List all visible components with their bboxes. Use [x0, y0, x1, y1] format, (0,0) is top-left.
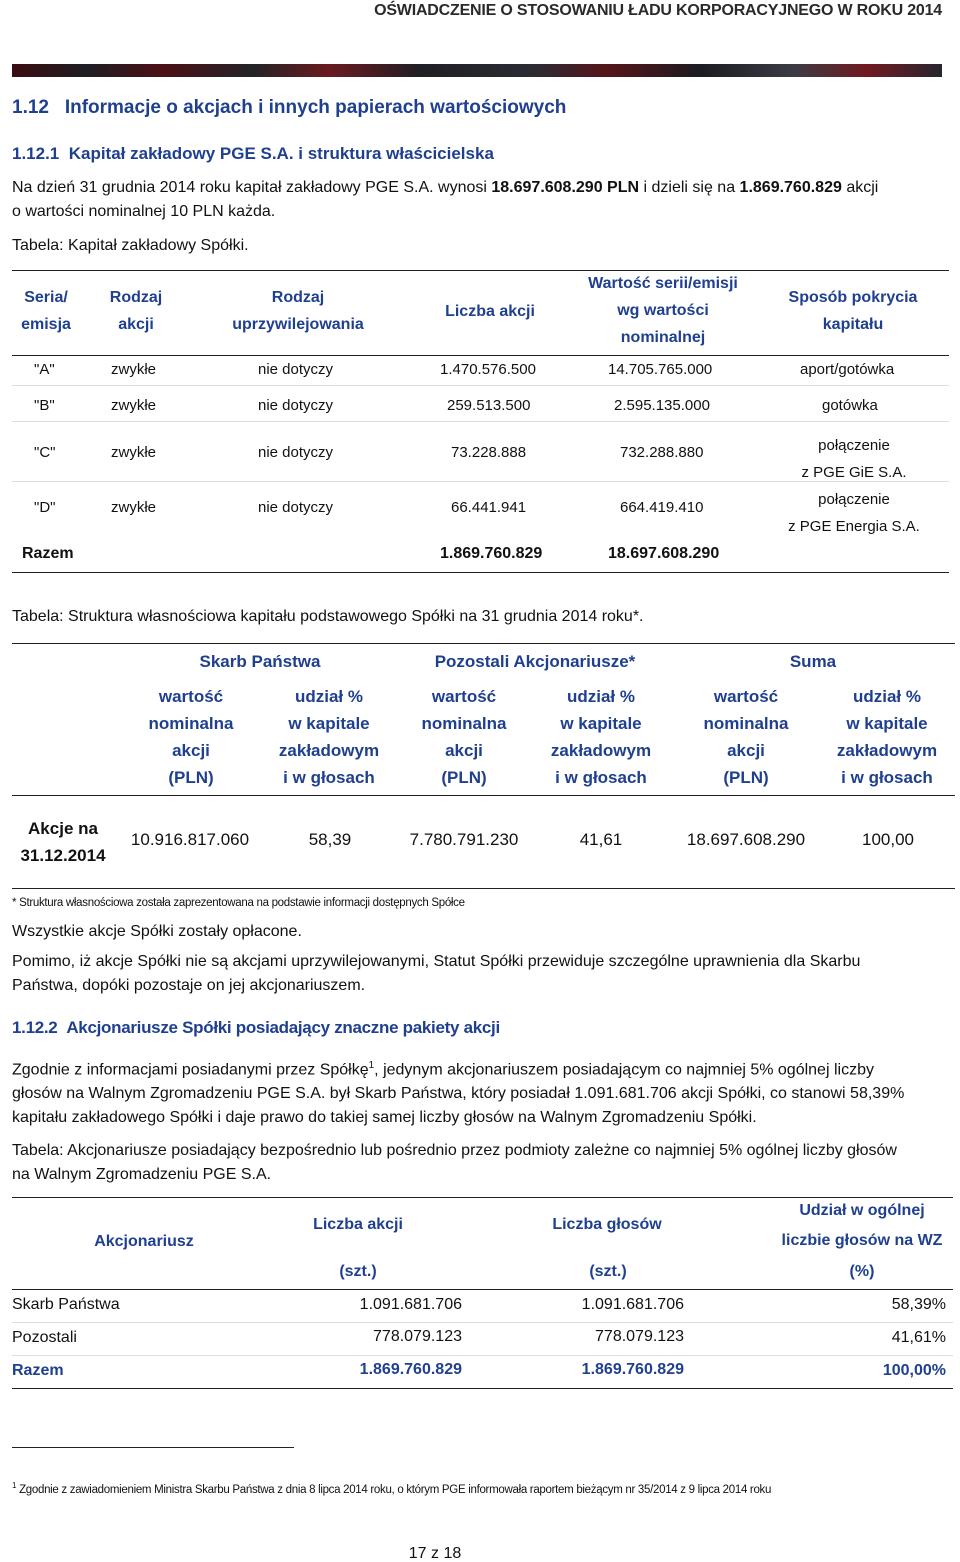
- t2-wartosc-1-l2: nominalna: [148, 714, 234, 733]
- header-decorative-band: [12, 64, 942, 77]
- t1-header-seria-l1: Seria/: [24, 289, 68, 306]
- subsection2-title: Akcjonariusze Spółki posiadający znaczne pakiety akcji: [66, 1018, 500, 1037]
- t3-unit-glosy: (szt.): [589, 1263, 627, 1280]
- table2-top-rule: [12, 643, 955, 644]
- t1-row-a-wartosc: 14.705.765.000: [608, 361, 713, 378]
- document-header-title: OŚWIADCZENIE O STOSOWANIU ŁADU KORPORACYJNEGO W ROKU 2014: [374, 2, 942, 19]
- t2-col-wartosc-1: [131, 683, 251, 791]
- table1-bottom-rule: [12, 572, 949, 573]
- t1-row-a-seria: "A": [34, 361, 55, 378]
- t3-header-udzial-l1: Udział w ogólnej: [799, 1202, 925, 1219]
- t2-wartosc-1-l1: wartość: [158, 687, 224, 706]
- subsection-heading-1: [12, 144, 494, 164]
- t3-row-skarb-name: Skarb Państwa: [12, 1296, 120, 1313]
- t1-row-d-liczba: 66.441.941: [451, 499, 527, 516]
- t1-row-b-wartosc: 2.595.135.000: [614, 397, 710, 414]
- t3-row-skarb-udzial: 58,39%: [891, 1296, 946, 1313]
- t1-row-a-rodzaj: zwykłe: [111, 361, 157, 378]
- t2-group-suma: Suma: [789, 652, 837, 671]
- subsection2-number: 1.12.2: [12, 1018, 58, 1037]
- t2-col-wartosc-3: [686, 683, 806, 791]
- table3-caption-l1: Tabela: Akcjonariusze posiadający bezpośrednio lub pośrednio przez podmioty zależne co najmniej 5% ogólnej liczby głosów: [12, 1142, 897, 1159]
- t1-row-c-rule: [12, 481, 949, 482]
- t2-wartosc-2-l1: wartość: [431, 687, 497, 706]
- t2-val-suma-wartosc: 18.697.608.290: [686, 830, 806, 849]
- t2-wartosc-3-l1: wartość: [713, 687, 779, 706]
- paragraph-paid-shares: Wszystkie akcje Spółki zostały opłacone.: [12, 923, 302, 940]
- page-number: 17 z 18: [408, 1545, 462, 1562]
- t2-udzial-3-l2: w kapitale: [846, 714, 928, 733]
- t1-row-b-rule: [12, 421, 949, 422]
- t1-header-liczba-l1: Liczba akcji: [445, 303, 535, 320]
- major-shareholder-line-1: [12, 1054, 942, 1082]
- t1-header-rodzaj-l1: Rodzaj: [109, 289, 163, 306]
- section-number: 1.12: [12, 97, 49, 118]
- subsection-heading-2: [12, 1018, 500, 1038]
- t3-row-pozostali-udzial: 41,61%: [891, 1329, 946, 1346]
- t1-row-c-wartosc: 732.288.880: [620, 444, 704, 461]
- t3-unit-pct: (%): [849, 1263, 875, 1280]
- t2-col-udzial-3: [822, 683, 952, 791]
- t3-total-akcje: 1.869.760.829: [359, 1361, 462, 1378]
- footnote-separator: [12, 1447, 294, 1448]
- t3-total-glosy: 1.869.760.829: [581, 1361, 684, 1378]
- intro-text-c: akcji: [841, 179, 879, 196]
- intro-line-2: o wartości nominalnej 10 PLN każda.: [12, 203, 276, 220]
- t2-udzial-2-l1: udział %: [566, 687, 635, 706]
- t1-header-rodzaj-l2: akcji: [118, 316, 154, 333]
- t1-row-a-rule: [12, 385, 949, 386]
- t3-row-skarb-glosy: 1.091.681.706: [581, 1296, 684, 1313]
- t2-wartosc-3-l4: (PLN): [723, 768, 769, 787]
- t2-val-suma-udzial: 100,00: [862, 830, 914, 849]
- t3-unit-akcje: (szt.): [339, 1263, 377, 1280]
- t2-row-label-l1: Akcje na: [28, 819, 98, 838]
- t2-udzial-1-l4: i w głosach: [283, 768, 375, 787]
- table1-caption: Tabela: Kapitał zakładowy Spółki.: [12, 237, 249, 254]
- t1-header-wartosc-l3: nominalnej: [620, 329, 706, 346]
- t1-row-b-seria: "B": [34, 397, 55, 414]
- intro-line-1: [12, 176, 942, 200]
- t2-udzial-1-l2: w kapitale: [288, 714, 370, 733]
- t2-col-wartosc-2: [404, 683, 524, 791]
- t3-total-udzial: 100,00%: [882, 1362, 946, 1379]
- t1-total-label: Razem: [22, 545, 74, 562]
- t2-udzial-2-l3: zakładowym: [550, 741, 652, 760]
- t1-row-d-sposob: [781, 486, 927, 540]
- t2-udzial-1-l1: udział %: [294, 687, 363, 706]
- section-title: Informacje o akcjach i innych papierach wartościowych: [64, 97, 567, 118]
- t1-header-wartosc-l2: wg wartości: [617, 302, 709, 319]
- table3-caption: [12, 1139, 942, 1187]
- footnote-text: Zgodnie z zawiadomieniem Ministra Skarbu Państwa z dnia 8 lipca 2014 roku, o którym PGE informowała raportem bieżącym nr 35/2014 z 9 lipca 2014 roku: [19, 1483, 772, 1496]
- subsection-number: 1.12.1: [12, 144, 60, 163]
- t1-header-seria-l2: emisja: [21, 316, 71, 333]
- subsection-title: Kapitał zakładowy PGE S.A. i struktura właścicielska: [68, 144, 494, 163]
- intro-text-b: i dzieli się na: [639, 179, 740, 196]
- t1-header-sposob: [773, 284, 933, 338]
- t1-row-c-uprz: nie dotyczy: [258, 444, 334, 461]
- paragraph-major-shareholder: [12, 1054, 942, 1130]
- t1-total-liczba: 1.869.760.829: [440, 545, 543, 562]
- t1-row-c-rodzaj: zwykłe: [111, 444, 157, 461]
- t2-wartosc-2-l2: nominalna: [421, 714, 507, 733]
- t2-group-pozostali: Pozostali Akcjonariusze*: [434, 652, 636, 671]
- special-rights-line-2: Państwa, dopóki pozostaje on jej akcjonariuszem.: [12, 977, 366, 994]
- footnote-number: 1: [12, 1481, 17, 1490]
- t1-header-wartosc-l1: Wartość serii/emisji: [588, 275, 738, 292]
- t2-udzial-1-l3: zakładowym: [278, 741, 380, 760]
- t3-header-liczba-akcji: Liczba akcji: [313, 1216, 403, 1233]
- t1-row-c-sposob-l2: z PGE GiE S.A.: [801, 464, 907, 481]
- section-heading: [12, 97, 566, 119]
- t2-udzial-2-l4: i w głosach: [555, 768, 647, 787]
- table3-caption-l2: na Walnym Zgromadzeniu PGE S.A.: [12, 1166, 272, 1183]
- t3-row-skarb-akcje: 1.091.681.706: [359, 1296, 462, 1313]
- major-shareholder-text-a: Zgodnie z informacjami posiadanymi przez Spółkę: [12, 1061, 369, 1079]
- t2-val-pozostali-udzial: 41,61: [579, 830, 623, 849]
- table1-header-rule: [12, 355, 949, 356]
- t1-row-c-liczba: 73.228.888: [451, 444, 527, 461]
- t2-wartosc-1-l4: (PLN): [168, 768, 214, 787]
- t2-wartosc-3-l3: akcji: [727, 741, 765, 760]
- t2-udzial-2-l2: w kapitale: [560, 714, 642, 733]
- t1-row-d-sposob-l1: połączenie: [818, 491, 890, 508]
- table3-header-rule: [12, 1289, 953, 1290]
- t2-col-udzial-1: [264, 683, 394, 791]
- t1-header-seria: [12, 284, 80, 338]
- t2-val-skarb-wartosc: 10.916.817.060: [130, 830, 250, 849]
- t1-header-rodzaj: [96, 284, 176, 338]
- t1-row-c-seria: "C": [34, 444, 56, 461]
- t1-header-uprz-l1: Rodzaj: [271, 289, 325, 306]
- table2-header-rule: [12, 795, 955, 796]
- footnote: [12, 1481, 771, 1496]
- t3-row-pozostali-akcje: 778.079.123: [373, 1328, 462, 1345]
- special-rights-line-1: Pomimo, iż akcje Spółki nie są akcjami uprzywilejowanymi, Statut Spółki przewiduje szczególne uprawnienia dla Skarbu: [12, 953, 861, 970]
- table3-bottom-rule: [12, 1388, 953, 1389]
- table2-footnote: * Struktura własnościowa została zaprezentowana na podstawie informacji dostępnych Spółce: [12, 897, 465, 909]
- t2-row-label-l2: 31.12.2014: [20, 846, 106, 865]
- t1-header-uprzywilejowanie: [210, 284, 386, 338]
- footnote-ref[interactable]: 1: [368, 1060, 375, 1071]
- t3-row-skarb-rule: [12, 1322, 953, 1323]
- t1-row-b-uprz: nie dotyczy: [258, 397, 334, 414]
- t2-wartosc-3-l2: nominalna: [703, 714, 789, 733]
- t1-row-a-sposob: aport/gotówka: [800, 361, 895, 378]
- t1-row-d-sposob-l2: z PGE Energia S.A.: [788, 518, 920, 535]
- t3-row-pozostali-glosy: 778.079.123: [595, 1328, 684, 1345]
- t2-udzial-3-l1: udział %: [852, 687, 921, 706]
- table2-caption: Tabela: Struktura własnościowa kapitału podstawowego Spółki na 31 grudnia 2014 roku*.: [12, 608, 644, 625]
- t1-row-c-sposob: [788, 432, 920, 486]
- t2-col-udzial-2: [536, 683, 666, 791]
- intro-text-a: Na dzień 31 grudnia 2014 roku kapitał zakładowy PGE S.A. wynosi: [12, 179, 492, 196]
- major-shareholder-line-2: głosów na Walnym Zgromadzeniu PGE S.A. był Skarb Państwa, który posiadał 1.091.681.706 akcji Spółki, co stanowi 58,39%: [12, 1085, 905, 1103]
- intro-shares: 1.869.760.829: [739, 179, 842, 196]
- t1-row-d-wartosc: 664.419.410: [620, 499, 704, 516]
- t3-header-udzial: [772, 1196, 952, 1256]
- t2-group-skarb: Skarb Państwa: [199, 652, 321, 671]
- intro-paragraph: [12, 176, 942, 224]
- t1-row-c-sposob-l1: połączenie: [818, 437, 890, 454]
- t3-header-akcjonariusz: Akcjonariusz: [94, 1233, 194, 1250]
- major-shareholder-text-b: , jedynym akcjonariuszem posiadającym co najmniej 5% ogólnej liczby: [374, 1061, 874, 1079]
- intro-amount: 18.697.608.290 PLN: [491, 179, 640, 196]
- t1-row-b-sposob: gotówka: [822, 397, 878, 414]
- t2-val-pozostali-wartosc: 7.780.791.230: [409, 830, 519, 849]
- table2-bottom-rule: [12, 888, 955, 889]
- t1-row-d-rodzaj: zwykłe: [111, 499, 157, 516]
- t1-header-uprz-l2: uprzywilejowania: [232, 316, 364, 333]
- t2-udzial-3-l3: zakładowym: [836, 741, 938, 760]
- t2-row-label: [14, 815, 112, 869]
- t2-wartosc-2-l4: (PLN): [441, 768, 487, 787]
- t1-header-sposob-l2: kapitału: [822, 316, 884, 333]
- t2-wartosc-2-l3: akcji: [445, 741, 483, 760]
- t1-row-b-rodzaj: zwykłe: [111, 397, 157, 414]
- t2-udzial-3-l4: i w głosach: [841, 768, 933, 787]
- t1-row-d-seria: "D": [34, 499, 56, 516]
- t1-row-a-uprz: nie dotyczy: [258, 361, 334, 378]
- t1-row-d-uprz: nie dotyczy: [258, 499, 334, 516]
- t3-total-name: Razem: [12, 1362, 64, 1379]
- t2-wartosc-1-l3: akcji: [172, 741, 210, 760]
- t1-header-liczba: [425, 298, 555, 325]
- t3-row-pozostali-name: Pozostali: [12, 1329, 77, 1346]
- t3-header-liczba-glosow: Liczba głosów: [552, 1216, 662, 1233]
- t1-row-a-liczba: 1.470.576.500: [440, 361, 536, 378]
- table1-top-rule: [12, 270, 949, 271]
- t3-row-pozostali-rule: [12, 1355, 953, 1356]
- t1-row-b-liczba: 259.513.500: [447, 397, 531, 414]
- major-shareholder-line-3: kapitału zakładowego Spółki i daje prawo do takiej samej liczby głosów na Walnym Zgromadzeniu Spółki.: [12, 1109, 757, 1127]
- t1-total-wartosc: 18.697.608.290: [608, 545, 720, 562]
- t1-header-wartosc: [570, 270, 756, 351]
- t2-val-skarb-udzial: 58,39: [308, 830, 352, 849]
- t1-header-sposob-l1: Sposób pokrycia: [788, 289, 918, 306]
- t3-header-udzial-l2: liczbie głosów na WZ: [781, 1232, 943, 1249]
- paragraph-special-rights: [12, 950, 942, 998]
